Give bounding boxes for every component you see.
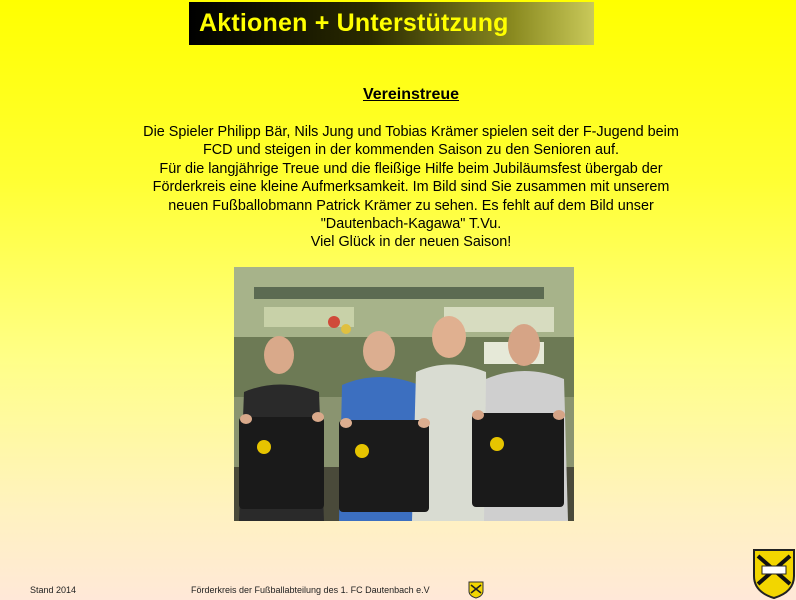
footer-stand: Stand 2014 [30,585,77,595]
text-line: neuen Fußballobmann Patrick Krämer zu sehen. Es fehlt auf dem Bild unser [168,197,654,214]
text-line: "Dautenbach-Kagawa" T.Vu. [320,216,502,233]
text-line: Für die langjährige Treue und die fleißige Hilfe beim Jubiläumsfest übergab der [159,160,663,177]
club-crest-icon [468,581,484,599]
text-line: FCD und steigen in der kommenden Saison zu den Senioren auf. [203,142,619,159]
section-title: Vereinstreue [362,86,460,103]
page-title: Aktionen + Unterstützung [199,9,509,37]
text-line: Förderkreis eine kleine Aufmerksamkeit. Im Bild sind Sie zusammen mit unserem [152,179,670,196]
text-line: Viel Glück in der neuen Saison! [310,234,512,251]
header-banner [189,2,594,45]
article-text [60,123,762,252]
club-logo-icon [752,548,796,600]
team-photo [234,267,574,521]
footer-org: Förderkreis der Fußballabteilung des 1. FC Dautenbach e.V [191,585,430,595]
text-line: Die Spieler Philipp Bär, Nils Jung und Tobias Krämer spielen seit der F-Jugend beim [143,124,679,140]
